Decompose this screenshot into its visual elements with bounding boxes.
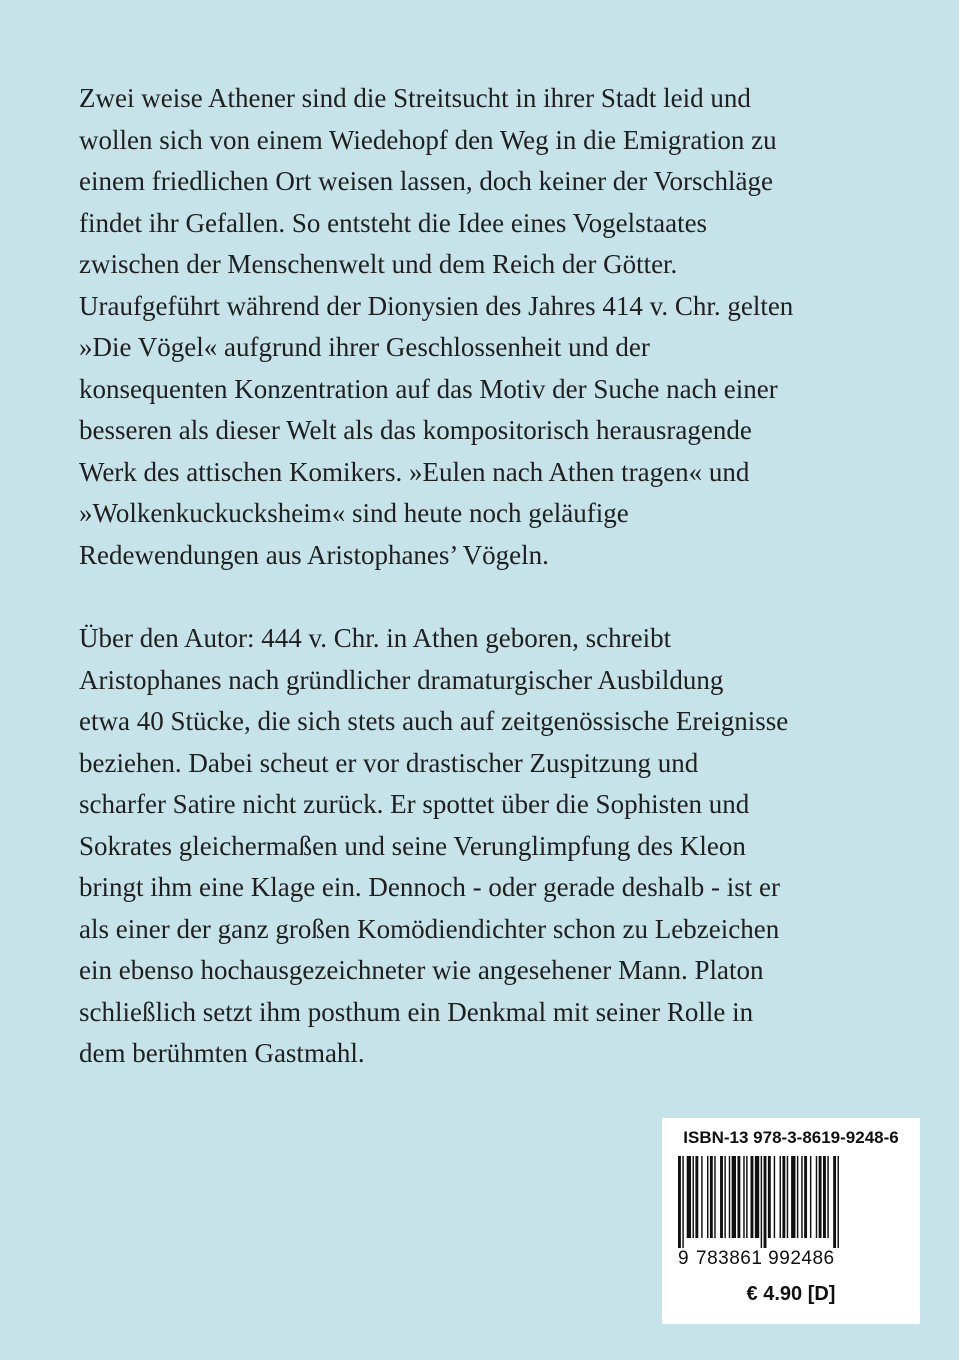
price-label: € 4.90 [D]: [746, 1283, 836, 1305]
back-cover-blurb: [79, 78, 899, 1075]
barcode-bar: [833, 1156, 836, 1248]
barcode-bar: [701, 1156, 702, 1238]
barcode-bars-icon: [676, 1156, 906, 1248]
barcode-bar: [737, 1156, 740, 1238]
barcode-bar: [782, 1156, 785, 1238]
barcode-bar: [810, 1156, 811, 1238]
barcode-bar: [838, 1156, 839, 1248]
barcode-bar: [823, 1156, 826, 1238]
barcode-bar: [816, 1156, 817, 1238]
barcode-bar: [714, 1156, 715, 1238]
barcode-bar: [732, 1156, 736, 1238]
barcode-bar: [827, 1156, 828, 1238]
isbn-label: ISBN-13 978-3-8619-9248-6: [683, 1128, 899, 1147]
barcode-digits: 783861 992486: [696, 1248, 835, 1269]
barcode-bar: [801, 1156, 802, 1238]
barcode-bar: [780, 1156, 781, 1238]
barcode-bar: [768, 1156, 771, 1238]
barcode-panel: [662, 1118, 920, 1324]
barcode-bar: [707, 1156, 708, 1238]
barcode-bar: [710, 1156, 713, 1238]
barcode-bar: [819, 1156, 822, 1238]
barcode-bar: [791, 1156, 795, 1238]
barcode-bar: [787, 1156, 788, 1238]
barcode-bar: [755, 1156, 759, 1238]
barcode-bar: [774, 1156, 775, 1238]
barcode-bar: [746, 1156, 747, 1238]
barcode-bar: [678, 1156, 681, 1248]
barcode-bar: [682, 1156, 683, 1248]
barcode-bar: [729, 1156, 730, 1238]
plot-summary-paragraph: Zwei weise Athener sind die Streitsucht in ihrer Stadt leid und wollen sich von einem Wiedehopf den Weg in die Emigration zu einem friedlichen Ort weisen lassen, doch keiner der Vorschläge findet ihr Gefallen. So entsteht die Idee eines Vogelstaates zwischen der Menschenwelt und dem Reich der Götter. Uraufgeführt während der Dionysien des Jahres 414 v. Chr. gelten »Die Vögel« aufgrund ihrer Geschlossenheit und der konsequenten Konzentration auf das Motiv der Suche nach einer besseren als dieser Welt als das kompositorisch herausragende Werk des attischen Komikers. »Eulen nach Athen tragen« und »Wolkenkuckucksheim« sind heute noch geläufige Redewendungen aus Aristophanes’ Vögeln.: [79, 83, 794, 570]
barcode-bar: [764, 1156, 767, 1248]
barcode-bar: [743, 1156, 744, 1238]
barcode-bar: [695, 1156, 698, 1238]
barcode-bar: [761, 1156, 762, 1248]
barcode-bar: [797, 1156, 798, 1238]
barcode-first-digit: 9: [678, 1248, 690, 1269]
barcode-bar: [751, 1156, 754, 1238]
barcode-bar: [693, 1156, 694, 1238]
author-bio-paragraph: Über den Autor: 444 v. Chr. in Athen geboren, schreibt Aristophanes nach gründlicher dramaturgischer Ausbildung etwa 40 Stücke, die sich stets auch auf zeitgenössische Ereignisse beziehen. Dabei scheut er vor drastischer Zuspitzung und scharfer Satire nicht zurück. Er spottet über die Sophisten und Sokrates gleichermaßen und seine Verunglimpfung des Kleon bringt ihm eine Klage ein. Dennoch - oder gerade deshalb - ist er als einer der ganz großen Komödiendichter schon zu Lebzeichen ein ebenso hochausgezeichneter wie angesehener Mann. Platon schließlich setzt ihm posthum ein Denkmal mit seiner Rolle in dem berühmten Gastmahl.: [79, 623, 789, 1068]
barcode-bar: [724, 1156, 725, 1238]
barcode-bar: [804, 1156, 807, 1238]
barcode-bar: [720, 1156, 723, 1238]
barcode-bar: [687, 1156, 691, 1238]
